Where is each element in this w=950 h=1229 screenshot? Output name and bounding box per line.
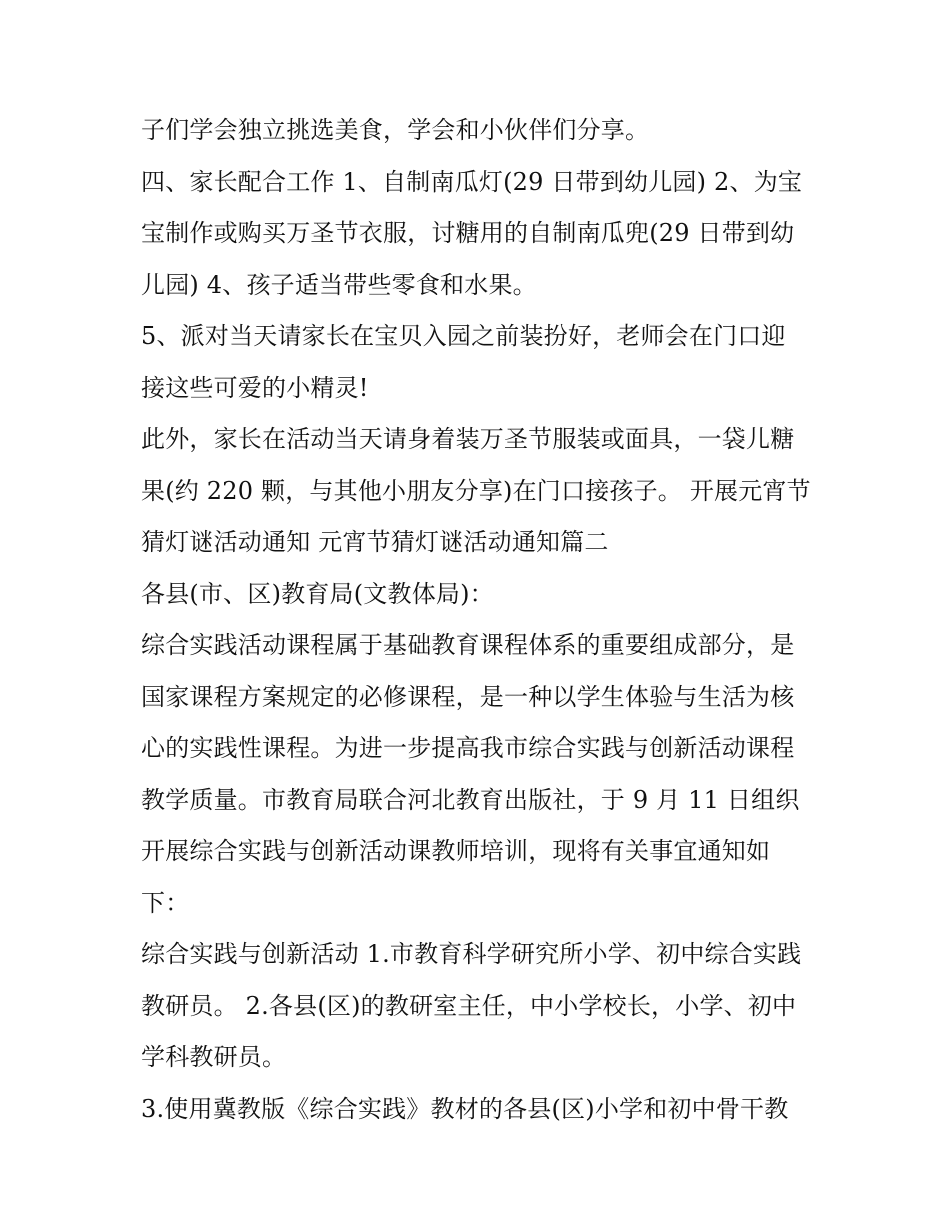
text-line: 心的实践性课程。为进一步提高我市综合实践与创新活动课程	[141, 734, 795, 762]
text-line: 猜灯谜活动通知 元宵节猜灯谜活动通知篇二	[141, 528, 609, 556]
text-line: 开展综合实践与创新活动课教师培训，现将有关事宜通知如	[141, 837, 771, 865]
text-line: 学科教研员。	[141, 1043, 287, 1071]
text-line: 宝制作或购买万圣节衣服，讨糖用的自制南瓜兜(29 日带到幼	[141, 219, 795, 247]
text-line: 5、派对当天请家长在宝贝入园之前装扮好，老师会在门口迎	[141, 322, 786, 350]
text-line: 综合实践与创新活动 1.市教育科学研究所小学、初中综合实践	[141, 940, 802, 968]
text-line: 各县(市、区)教育局(文教体局)：	[141, 579, 494, 608]
text-line: 子们学会独立挑选美食，学会和小伙伴们分享。	[141, 116, 650, 144]
text-line: 此外，家长在活动当天请身着装万圣节服装或面具，一袋儿糖	[141, 425, 795, 453]
text-line: 儿园) 4、孩子适当带些零食和水果。	[141, 270, 537, 299]
text-line: 果(约 220 颗，与其他小朋友分享)在门口接孩子。 开展元宵节	[141, 476, 811, 505]
text-line: 四、家长配合工作 1、自制南瓜灯(29 日带到幼儿园) 2、为宝	[141, 167, 803, 196]
text-line: 综合实践活动课程属于基础教育课程体系的重要组成部分，是	[141, 631, 795, 659]
text-line: 教学质量。市教育局联合河北教育出版社，于 9 月 11 日组织	[141, 785, 800, 814]
text-line: 接这些可爱的小精灵!	[141, 373, 369, 402]
text-line: 3.使用冀教版《综合实践》教材的各县(区)小学和初中骨干教	[141, 1094, 789, 1123]
text-line: 教研员。 2.各县(区)的教研室主任，中小学校长，小学、初中	[141, 991, 797, 1020]
text-line: 国家课程方案规定的必修课程，是一种以学生体验与生活为核	[141, 682, 795, 711]
document-body	[141, 105, 821, 1135]
text-line: 下：	[141, 888, 190, 917]
